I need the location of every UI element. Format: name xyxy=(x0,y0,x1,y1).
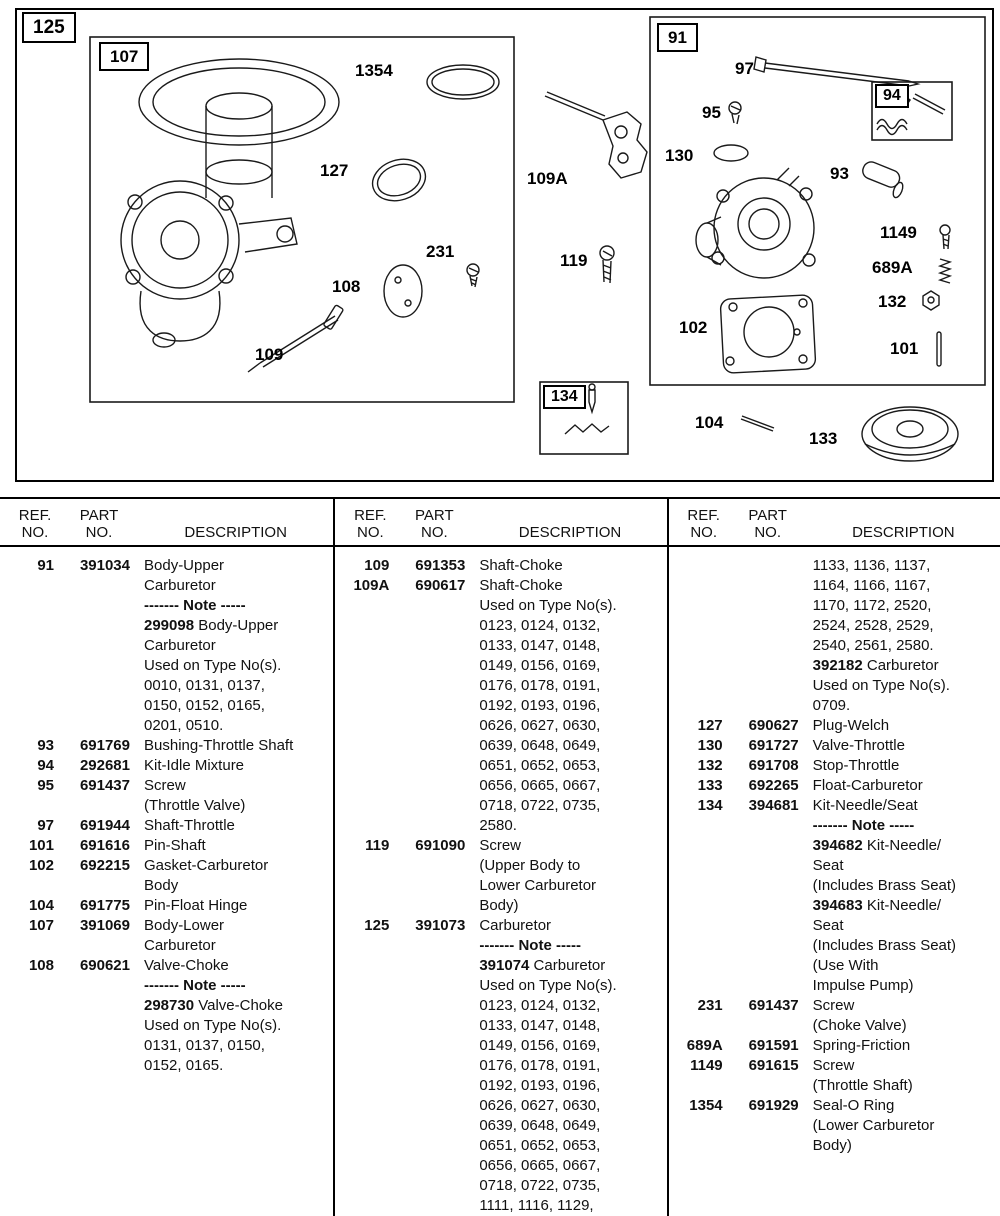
entry-part-no: 691727 xyxy=(748,737,799,754)
description-line: Valve-Choke xyxy=(144,957,229,974)
header-ref-no xyxy=(351,507,389,541)
parts-table-column-3 xyxy=(667,499,1000,1216)
header-part-line2: NO. xyxy=(85,524,113,541)
entry-ref-no: 132 xyxy=(697,757,723,774)
parts-column-body-3 xyxy=(669,547,1000,1156)
entry-ref-no: 102 xyxy=(28,857,54,874)
entry-part-no: 690621 xyxy=(79,957,130,974)
description-line: Used on Type No(s). xyxy=(812,677,950,694)
entry-description xyxy=(813,1056,996,1096)
entry-part-no: 690617 xyxy=(415,577,466,594)
description-line: 299098 Body-Upper xyxy=(144,617,279,634)
header-ref-line2: NO. xyxy=(356,524,384,541)
description-line: 392182 Carburetor xyxy=(812,657,939,674)
description-line: Shaft-Throttle xyxy=(144,817,235,834)
description-line: 394683 Kit-Needle/ xyxy=(812,897,942,914)
description-line: 0149, 0156, 0169, xyxy=(479,657,601,674)
entry-description xyxy=(813,776,996,796)
description-line: Plug-Welch xyxy=(812,717,890,734)
ref-label-94: 94 xyxy=(875,84,909,108)
description-line: Stop-Throttle xyxy=(812,757,900,774)
entry-description xyxy=(479,916,662,1216)
header-ref-line1: REF. xyxy=(687,507,720,524)
parts-entry xyxy=(685,1056,996,1096)
callout-93: 93 xyxy=(830,164,849,183)
entry-part-no xyxy=(737,556,799,716)
description-line: Kit-Needle/Seat xyxy=(812,797,918,814)
description-line: 1164, 1166, 1167, xyxy=(812,577,931,594)
entry-part-no: 391034 xyxy=(79,557,130,574)
entry-description xyxy=(813,736,996,756)
description-line: ------- Note ----- xyxy=(812,817,915,834)
description-line: Body-Lower xyxy=(144,917,225,934)
parts-column-body-1 xyxy=(0,547,333,1076)
description-line: 0149, 0156, 0169, xyxy=(479,1037,601,1054)
description-line: 0176, 0178, 0191, xyxy=(479,1057,601,1074)
description-line: Carburetor xyxy=(479,917,552,934)
callout-1354: 1354 xyxy=(355,61,393,80)
description-line: 0010, 0131, 0137, xyxy=(144,677,265,694)
entry-description xyxy=(813,1036,996,1056)
entry-description xyxy=(144,956,329,1076)
header-part-no xyxy=(737,507,799,541)
parts-entry xyxy=(16,556,329,736)
description-line: 0176, 0178, 0191, xyxy=(479,677,601,694)
callout-119: 119 xyxy=(560,251,588,270)
parts-diagram-art xyxy=(17,10,988,476)
ref-label-107: 107 xyxy=(99,42,149,71)
entry-part-no: 691775 xyxy=(79,897,130,914)
description-line: Gasket-Carburetor xyxy=(144,857,269,874)
description-line: Bushing-Throttle Shaft xyxy=(144,737,294,754)
header-description: DESCRIPTION xyxy=(852,524,955,541)
entry-part-no: 692265 xyxy=(748,777,799,794)
description-line: 2524, 2528, 2529, xyxy=(812,617,934,634)
description-line: 0152, 0165. xyxy=(144,1057,224,1074)
entry-part-no: 690627 xyxy=(748,717,799,734)
entry-ref-no: 231 xyxy=(697,997,723,1014)
entry-description xyxy=(144,896,329,916)
parts-entry xyxy=(351,576,662,836)
description-line: 0123, 0124, 0132, xyxy=(479,617,601,634)
description-line: 0626, 0627, 0630, xyxy=(479,1097,601,1114)
description-line: Screw xyxy=(479,837,522,854)
parts-entry xyxy=(16,756,329,776)
description-line: 0192, 0193, 0196, xyxy=(479,1077,601,1094)
description-line: 0150, 0152, 0165, xyxy=(144,697,265,714)
description-line: 1111, 1116, 1129, xyxy=(479,1197,594,1214)
description-line: Seat xyxy=(812,917,844,934)
description-line: 0133, 0147, 0148, xyxy=(479,637,601,654)
entry-part-no: 691437 xyxy=(748,997,799,1014)
parts-column-body-2 xyxy=(335,547,666,1216)
entry-ref-no: 94 xyxy=(37,757,54,774)
entry-ref-no: 101 xyxy=(28,837,54,854)
ref-label-91: 91 xyxy=(657,23,698,52)
entry-ref-no: 134 xyxy=(697,797,723,814)
description-line: 0639, 0648, 0649, xyxy=(479,737,601,754)
entry-description xyxy=(479,576,662,836)
description-line: Body) xyxy=(479,897,519,914)
ref-label-125: 125 xyxy=(22,12,76,43)
description-line: Float-Carburetor xyxy=(812,777,923,794)
description-line: 0656, 0665, 0667, xyxy=(479,777,601,794)
parts-list-table xyxy=(0,497,1000,1214)
callout-127: 127 xyxy=(320,161,349,180)
description-line: 1133, 1136, 1137, xyxy=(812,557,931,574)
parts-entry xyxy=(16,896,329,916)
description-line: Used on Type No(s). xyxy=(479,977,617,994)
callout-132: 132 xyxy=(878,292,907,311)
entry-ref-no: 97 xyxy=(37,817,54,834)
description-line: (Lower Carburetor xyxy=(812,1117,935,1134)
description-line: Shaft-Choke xyxy=(479,557,563,574)
entry-part-no: 292681 xyxy=(79,757,130,774)
parts-entry xyxy=(16,836,329,856)
callout-130: 130 xyxy=(665,146,694,165)
description-line: 0709. xyxy=(812,697,851,714)
callout-108: 108 xyxy=(332,277,361,296)
header-part-line1: PART xyxy=(415,507,454,524)
entry-description xyxy=(144,856,329,896)
description-line: (Includes Brass Seat) xyxy=(812,937,957,954)
parts-entry xyxy=(685,796,996,996)
parts-entry xyxy=(685,1096,996,1156)
description-line: Spring-Friction xyxy=(812,1037,911,1054)
parts-entry xyxy=(685,1036,996,1056)
description-line: (Upper Body to xyxy=(479,857,581,874)
callout-689A: 689A xyxy=(872,258,913,277)
entry-ref-no: 133 xyxy=(697,777,723,794)
description-line: 0201, 0510. xyxy=(144,717,224,734)
description-line: Impulse Pump) xyxy=(812,977,914,994)
callout-109: 109 xyxy=(255,345,284,364)
description-line: 2540, 2561, 2580. xyxy=(812,637,934,654)
parts-entry xyxy=(685,996,996,1036)
entry-part-no: 691353 xyxy=(415,557,466,574)
description-line: Carburetor xyxy=(144,577,216,594)
entry-description xyxy=(144,736,329,756)
callout-231: 231 xyxy=(426,242,455,261)
parts-entry xyxy=(16,816,329,836)
entry-ref-no xyxy=(685,556,723,716)
parts-table-header xyxy=(335,499,666,547)
entry-ref-no: 127 xyxy=(697,717,723,734)
parts-table-header xyxy=(669,499,1000,547)
entry-part-no: 691591 xyxy=(748,1037,799,1054)
entry-part-no: 394681 xyxy=(748,797,799,814)
entry-description xyxy=(144,756,329,776)
entry-part-no: 691944 xyxy=(79,817,130,834)
callout-104: 104 xyxy=(695,413,724,432)
description-line: Screw xyxy=(812,1057,855,1074)
entry-ref-no: 130 xyxy=(697,737,723,754)
entry-part-no: 691090 xyxy=(415,837,466,854)
callout-102: 102 xyxy=(679,318,708,337)
entry-ref-no: 95 xyxy=(37,777,54,794)
description-line: (Use With xyxy=(812,957,879,974)
entry-part-no: 691769 xyxy=(79,737,130,754)
description-line: Used on Type No(s). xyxy=(144,657,282,674)
entry-description xyxy=(813,556,996,716)
parts-table-header xyxy=(0,499,333,547)
parts-entry xyxy=(16,736,329,756)
description-line: Used on Type No(s). xyxy=(144,1017,282,1034)
parts-entry xyxy=(685,716,996,736)
header-ref-line1: REF. xyxy=(354,507,387,524)
callout-95: 95 xyxy=(702,103,721,122)
description-line: 0626, 0627, 0630, xyxy=(479,717,601,734)
description-line: 0656, 0665, 0667, xyxy=(479,1157,601,1174)
exploded-parts-diagram xyxy=(15,8,994,482)
description-line: 0718, 0722, 0735, xyxy=(479,797,601,814)
entry-ref-no: 93 xyxy=(37,737,54,754)
entry-description xyxy=(144,836,329,856)
description-line: 0718, 0722, 0735, xyxy=(479,1177,601,1194)
parts-entry xyxy=(16,856,329,896)
description-line: Valve-Throttle xyxy=(812,737,905,754)
description-line: Carburetor xyxy=(144,937,216,954)
header-ref-line1: REF. xyxy=(18,507,52,524)
description-line: 391074 Carburetor xyxy=(479,957,606,974)
header-ref-line2: NO. xyxy=(690,524,717,541)
callout-133: 133 xyxy=(809,429,838,448)
entry-description xyxy=(813,796,996,996)
entry-ref-no: 109 xyxy=(364,557,390,574)
entry-description xyxy=(144,916,329,956)
description-line: Used on Type No(s). xyxy=(479,597,617,614)
entry-ref-no: 109A xyxy=(353,577,390,594)
entry-part-no: 391073 xyxy=(415,917,466,934)
parts-table-column-1 xyxy=(0,499,333,1216)
description-line: Shaft-Choke xyxy=(479,577,563,594)
callout-101: 101 xyxy=(890,339,919,358)
description-line: 0651, 0652, 0653, xyxy=(479,757,601,774)
header-description: DESCRIPTION xyxy=(518,524,622,541)
description-line: Body xyxy=(144,877,179,894)
entry-part-no: 691929 xyxy=(748,1097,799,1114)
entry-ref-no: 125 xyxy=(364,917,390,934)
entry-ref-no: 107 xyxy=(28,917,54,934)
entry-part-no: 692215 xyxy=(79,857,130,874)
entry-ref-no: 1354 xyxy=(689,1097,723,1114)
header-part-line2: NO. xyxy=(754,524,781,541)
description-line: 394682 Kit-Needle/ xyxy=(812,837,942,854)
header-part-no xyxy=(68,507,130,541)
description-line: Carburetor xyxy=(144,637,216,654)
entry-part-no: 691615 xyxy=(748,1057,799,1074)
description-line: (Throttle Shaft) xyxy=(812,1077,913,1094)
entry-description xyxy=(144,556,329,736)
description-line: 1170, 1172, 2520, xyxy=(812,597,932,614)
entry-description xyxy=(144,776,329,816)
entry-part-no: 691616 xyxy=(79,837,130,854)
parts-entry xyxy=(351,916,662,1216)
description-line: Pin-Float Hinge xyxy=(144,897,248,914)
description-line: Seal-O Ring xyxy=(812,1097,895,1114)
entry-description xyxy=(813,1096,996,1156)
description-line: 0651, 0652, 0653, xyxy=(479,1137,601,1154)
header-description: DESCRIPTION xyxy=(184,524,287,541)
entry-part-no: 691708 xyxy=(748,757,799,774)
entry-description xyxy=(479,556,662,576)
header-part-line1: PART xyxy=(79,507,119,524)
entry-part-no: 691437 xyxy=(79,777,130,794)
description-line: (Throttle Valve) xyxy=(144,797,246,814)
callout-109A: 109A xyxy=(527,169,568,188)
description-line: Lower Carburetor xyxy=(479,877,597,894)
description-line: Body) xyxy=(812,1137,852,1154)
entry-part-no: 391069 xyxy=(79,917,130,934)
description-line: Kit-Idle Mixture xyxy=(144,757,245,774)
description-line: Pin-Shaft xyxy=(144,837,206,854)
parts-entry xyxy=(685,736,996,756)
parts-entry xyxy=(685,776,996,796)
description-line: 298730 Valve-Choke xyxy=(144,997,283,1014)
entry-description xyxy=(479,836,662,916)
entry-ref-no: 689A xyxy=(686,1037,723,1054)
parts-entry xyxy=(16,956,329,1076)
entry-description xyxy=(813,716,996,736)
description-line: 0123, 0124, 0132, xyxy=(479,997,601,1014)
entry-description xyxy=(144,816,329,836)
description-line: 0131, 0137, 0150, xyxy=(144,1037,265,1054)
description-line: ------- Note ----- xyxy=(479,937,581,954)
header-ref-line2: NO. xyxy=(21,524,49,541)
parts-entry xyxy=(16,776,329,816)
entry-description xyxy=(813,756,996,776)
callout-1149: 1149 xyxy=(880,223,917,242)
description-line: ------- Note ----- xyxy=(144,597,246,614)
description-line: Screw xyxy=(812,997,855,1014)
parts-entry xyxy=(685,556,996,716)
parts-entry xyxy=(351,836,662,916)
header-part-line1: PART xyxy=(748,507,787,524)
header-part-no xyxy=(403,507,465,541)
description-line: 0133, 0147, 0148, xyxy=(479,1017,601,1034)
description-line: Screw xyxy=(144,777,186,794)
entry-ref-no: 108 xyxy=(28,957,54,974)
parts-entry xyxy=(351,556,662,576)
description-line: ------- Note ----- xyxy=(144,977,246,994)
entry-ref-no: 119 xyxy=(365,837,390,854)
entry-ref-no: 1149 xyxy=(690,1057,723,1074)
description-line: 0639, 0648, 0649, xyxy=(479,1117,601,1134)
parts-table-column-2 xyxy=(333,499,666,1216)
description-line: 2580. xyxy=(479,817,517,834)
parts-entry xyxy=(16,916,329,956)
callout-97: 97 xyxy=(735,59,754,78)
description-line: (Choke Valve) xyxy=(812,1017,907,1034)
header-ref-no xyxy=(16,507,54,541)
description-line: (Includes Brass Seat) xyxy=(812,877,957,894)
ref-label-134: 134 xyxy=(543,385,586,409)
header-part-line2: NO. xyxy=(420,524,448,541)
parts-entry xyxy=(685,756,996,776)
description-line: Body-Upper xyxy=(144,557,225,574)
description-line: 0192, 0193, 0196, xyxy=(479,697,601,714)
entry-description xyxy=(813,996,996,1036)
entry-ref-no: 104 xyxy=(28,897,54,914)
entry-ref-no: 91 xyxy=(37,557,54,574)
header-ref-no xyxy=(685,507,723,541)
description-line: Seat xyxy=(812,857,844,874)
